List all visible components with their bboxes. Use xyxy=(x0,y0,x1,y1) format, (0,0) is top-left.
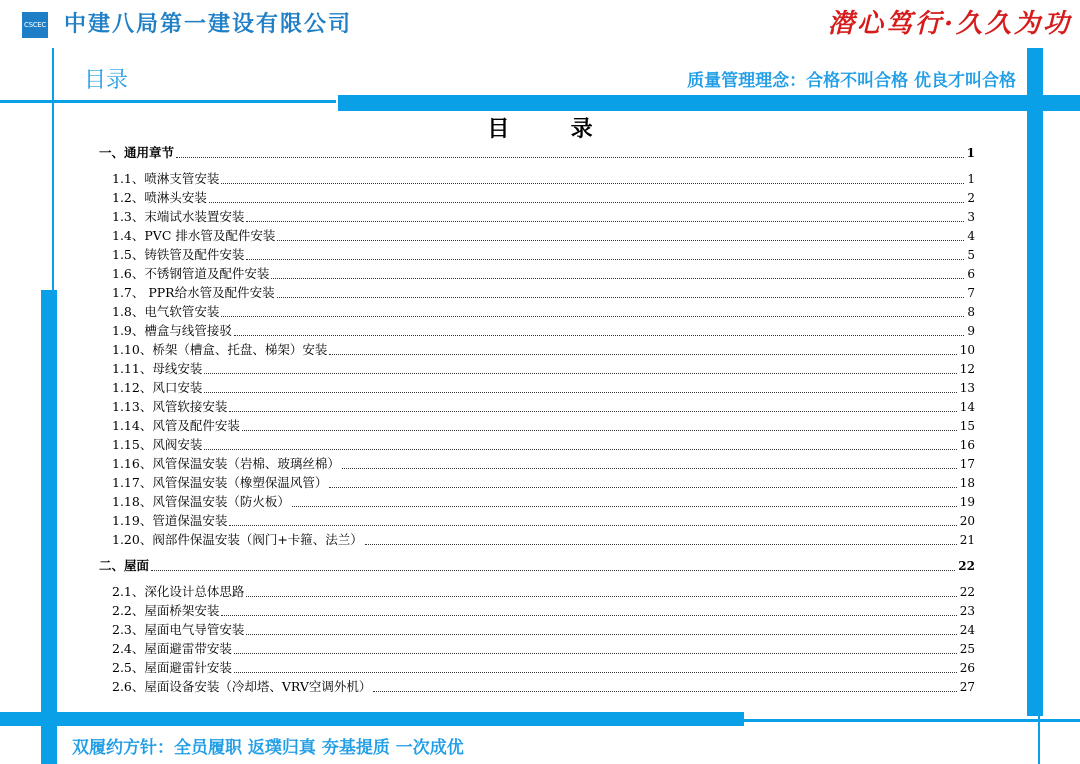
top-bar-right xyxy=(338,95,1080,111)
toc-entry-page: 10 xyxy=(959,343,975,357)
toc-entry-label: 1.1、喷淋支管安装 xyxy=(112,171,220,186)
toc-entry[interactable] xyxy=(112,168,975,187)
bottom-bar-right xyxy=(744,719,1080,722)
toc-entry-label: 1.15、风阀安装 xyxy=(112,437,203,452)
toc-leader-dots xyxy=(176,156,964,158)
toc-leader-dots xyxy=(234,652,957,654)
toc-entry-label: 1.20、阀部件保温安装（阀门+卡箍、法兰） xyxy=(112,532,363,547)
toc-entry[interactable] xyxy=(112,453,975,472)
toc-leader-dots xyxy=(246,633,956,635)
toc-entry-label: 1.10、桥架（槽盒、托盘、梯架）安装 xyxy=(112,342,328,357)
toc-leader-dots xyxy=(204,372,956,374)
toc-entry-page: 15 xyxy=(959,419,975,433)
toc-heading: 目 录 xyxy=(487,116,593,142)
toc-leader-dots xyxy=(342,467,957,469)
toc-entry-label: 2.4、屋面避雷带安装 xyxy=(112,641,232,656)
toc-entry-label: 二、屋面 xyxy=(99,558,150,573)
toc-entry-label: 1.19、管道保温安装 xyxy=(112,513,228,528)
toc-entry[interactable] xyxy=(112,282,975,301)
toc-leader-dots xyxy=(329,353,956,355)
toc-entry[interactable] xyxy=(112,619,975,638)
quality-motto: 质量管理理念：合格不叫合格 优良才叫合格 xyxy=(687,71,1016,91)
toc-entry-page: 12 xyxy=(959,362,975,376)
toc-entry[interactable] xyxy=(112,339,975,358)
toc-entry[interactable] xyxy=(99,142,975,161)
toc-entry-page: 25 xyxy=(959,642,975,656)
toc-entry-page: 13 xyxy=(959,381,975,395)
toc-entry-page: 3 xyxy=(967,210,975,224)
toc-entry-label: 2.5、屋面避雷针安装 xyxy=(112,660,232,675)
toc-leader-dots xyxy=(271,277,964,279)
toc-entry[interactable] xyxy=(112,638,975,657)
toc-entry-label: 1.13、风管软接安装 xyxy=(112,399,228,414)
toc-entry[interactable] xyxy=(112,600,975,619)
toc-entry-label: 1.3、末端试水装置安装 xyxy=(112,209,245,224)
toc-entry[interactable] xyxy=(112,377,975,396)
toc-entry-label: 2.1、深化设计总体思路 xyxy=(112,584,245,599)
toc-leader-dots xyxy=(234,671,957,673)
toc-entry-page: 8 xyxy=(967,305,975,319)
toc-entry[interactable] xyxy=(112,244,975,263)
toc-entry-page: 6 xyxy=(967,267,975,281)
toc-entry[interactable] xyxy=(112,263,975,282)
toc-entry[interactable] xyxy=(112,320,975,339)
toc-leader-dots xyxy=(234,334,964,336)
toc-entry[interactable] xyxy=(112,510,975,529)
footer-motto: 双履约方针：全员履职 返璞归真 夯基提质 一次成优 xyxy=(72,738,464,758)
toc-leader-dots xyxy=(209,201,964,203)
toc-leader-dots xyxy=(229,524,956,526)
toc-leader-dots xyxy=(292,505,957,507)
toc-entry-page: 20 xyxy=(959,514,975,528)
toc-entry-page: 16 xyxy=(959,438,975,452)
toc-entry-page: 9 xyxy=(967,324,975,338)
toc-entry[interactable] xyxy=(112,225,975,244)
toc-entry[interactable] xyxy=(112,187,975,206)
toc-leader-dots xyxy=(242,429,957,431)
toc-leader-dots xyxy=(329,486,956,488)
toc-entry-page: 27 xyxy=(959,680,975,694)
toc-entry-label: 1.7、 PPR给水管及配件安装 xyxy=(112,285,275,300)
toc-entry-page: 14 xyxy=(959,400,975,414)
toc-entry-label: 1.6、不锈钢管道及配件安装 xyxy=(112,266,270,281)
toc-entry-page: 1 xyxy=(967,172,975,186)
toc-leader-dots xyxy=(221,182,964,184)
toc-entry-page: 1 xyxy=(966,146,975,160)
top-bar-left xyxy=(0,100,336,103)
toc-entry-page: 7 xyxy=(967,286,975,300)
left-line xyxy=(52,48,54,292)
toc-leader-dots xyxy=(246,258,964,260)
toc-entry[interactable] xyxy=(112,491,975,510)
toc-entry[interactable] xyxy=(112,301,975,320)
toc-entry-page: 5 xyxy=(967,248,975,262)
bottom-bar-left xyxy=(0,712,744,726)
toc-leader-dots xyxy=(151,569,955,571)
toc-entry-label: 1.18、风管保温安装（防火板） xyxy=(112,494,290,509)
toc-entry-page: 19 xyxy=(959,495,975,509)
toc-leader-dots xyxy=(221,614,956,616)
toc-leader-dots xyxy=(277,296,965,298)
toc-entry-page: 4 xyxy=(967,229,975,243)
toc-entry[interactable] xyxy=(112,415,975,434)
right-bar xyxy=(1027,48,1043,716)
company-logo: CSCEC xyxy=(22,12,48,38)
toc-entry-label: 1.11、母线安装 xyxy=(112,361,203,376)
toc-entry[interactable] xyxy=(112,657,975,676)
toc-entry[interactable] xyxy=(112,206,975,225)
toc-entry-page: 22 xyxy=(958,559,975,573)
toc-entry[interactable] xyxy=(112,358,975,377)
toc-entry-label: 2.2、屋面桥架安装 xyxy=(112,603,220,618)
company-name: 中建八局第一建设有限公司 xyxy=(64,12,353,37)
toc-entry-page: 23 xyxy=(959,604,975,618)
toc-entry-page: 18 xyxy=(959,476,975,490)
toc-leader-dots xyxy=(221,315,964,317)
toc-entry[interactable] xyxy=(112,396,975,415)
toc-leader-dots xyxy=(204,391,956,393)
toc-leader-dots xyxy=(277,239,964,241)
right-line xyxy=(1038,716,1040,764)
left-bar xyxy=(41,290,57,764)
toc-entry-page: 2 xyxy=(967,191,975,205)
toc-entry-label: 1.16、风管保温安装（岩棉、玻璃丝棉） xyxy=(112,456,340,471)
toc-entry-page: 17 xyxy=(959,457,975,471)
toc-entry-label: 1.5、铸铁管及配件安装 xyxy=(112,247,245,262)
toc-leader-dots xyxy=(373,690,956,692)
slogan: 潜心笃行·久久为功 xyxy=(827,9,1072,39)
toc-entry-label: 1.17、风管保温安装（橡塑保温风管） xyxy=(112,475,328,490)
toc-entry-label: 1.9、槽盒与线管接驳 xyxy=(112,323,232,338)
toc-entry-page: 24 xyxy=(959,623,975,637)
toc-entry-page: 21 xyxy=(959,533,975,547)
toc-entry[interactable] xyxy=(112,676,975,695)
toc-leader-dots xyxy=(229,410,956,412)
toc-entry[interactable] xyxy=(112,529,975,548)
section-title: 目录 xyxy=(84,68,129,93)
toc-entry[interactable] xyxy=(112,581,975,600)
toc-entry-label: 1.8、电气软管安装 xyxy=(112,304,220,319)
toc-entry[interactable] xyxy=(99,555,975,574)
toc-entry-label: 2.6、屋面设备安装（冷却塔、VRV空调外机） xyxy=(112,679,372,694)
toc-entry-label: 2.3、屋面电气导管安装 xyxy=(112,622,245,637)
toc-entry[interactable] xyxy=(112,472,975,491)
toc-entry-label: 一、通用章节 xyxy=(99,145,175,160)
toc-entry-label: 1.14、风管及配件安装 xyxy=(112,418,240,433)
toc-entry-label: 1.4、PVC 排水管及配件安装 xyxy=(112,228,276,243)
toc-leader-dots xyxy=(246,595,956,597)
toc-entry-label: 1.12、风口安装 xyxy=(112,380,203,395)
toc-entry-page: 26 xyxy=(959,661,975,675)
toc-entry-page: 22 xyxy=(959,585,975,599)
toc-entry[interactable] xyxy=(112,434,975,453)
toc-leader-dots xyxy=(365,543,957,545)
toc-leader-dots xyxy=(204,448,956,450)
toc-leader-dots xyxy=(246,220,964,222)
toc-entry-label: 1.2、喷淋头安装 xyxy=(112,190,207,205)
